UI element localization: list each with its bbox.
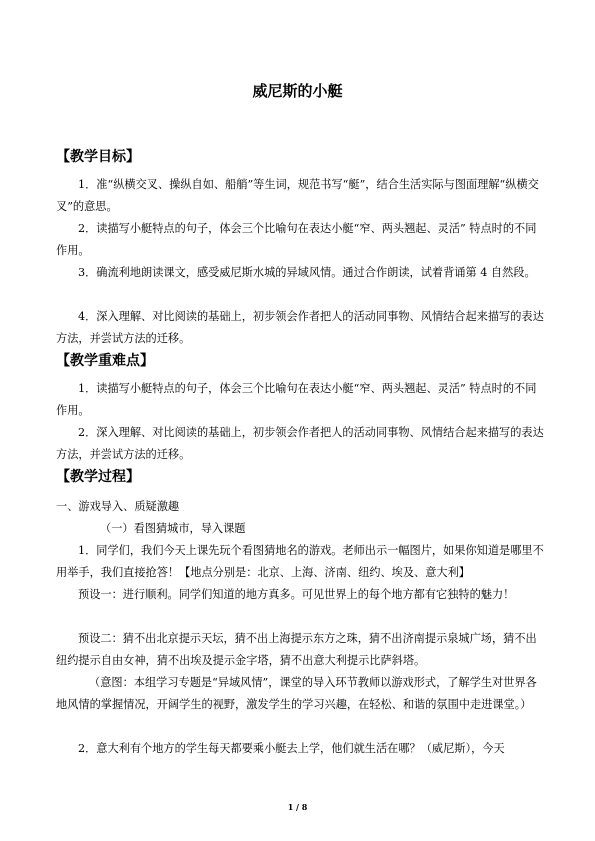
process-preset-1: 预设一：进行顺利。同学们知道的地方真多。可见世界上的每个地方都有它独特的魅力！ <box>78 588 515 601</box>
objective-item-4: 4．深入理解、对比阅读的基础上，初步领会作者把人的活动同事物、风情结合起来描写的表达方法，并尝试方法的迁移。 <box>56 310 544 345</box>
section-heading-key-points: 【教学重难点】 <box>56 353 154 369</box>
section-heading-objectives: 【教学目标】 <box>56 149 140 165</box>
section-heading-process: 【教学过程】 <box>56 469 140 485</box>
process-sub-1: （一）看图猜城市，导入课题 <box>100 522 246 535</box>
key-point-item-1: 1．读描写小艇特点的句子，体会三个比喻句在表达小艇“窄、两头翘起、灵活” 特点时的不同作用。 <box>56 382 537 417</box>
objective-item-2: 2．读描写小艇特点的句子，体会三个比喻句在表达小艇“窄、两头翘起、灵活” 特点时的不同作用。 <box>56 222 537 257</box>
process-intent-note: （意图：本组学习专题是“异域风情”，课堂的导入环节教师以游戏形式，了解学生对世界各地风情的掌握情况，开阔学生的视野，激发学生的学习兴趣，在轻松、和谐的氛围中走进课堂。） <box>56 676 537 711</box>
key-point-item-2: 2．深入理解、对比阅读的基础上，初步领会作者把人的活动同事物、风情结合起来描写的表达方法，并尝试方法的迁移。 <box>56 426 544 461</box>
process-part-1: 一、游戏导入、质疑激趣 <box>56 500 180 513</box>
document-title: 威尼斯的小艇 <box>252 82 343 100</box>
page-number: 1 / 8 <box>287 802 308 812</box>
objective-item-3: 3．确流利地朗读课文，感受威尼斯水城的异域风情。通过合作朗读，试着背诵第 4 自然段。 <box>78 266 536 279</box>
process-preset-2: 预设二：猜不出北京提示天坛，猜不出上海提示东方之珠，猜不出济南提示泉城广场，猜不出纽约提示自由女神，猜不出埃及提示金字塔，猜不出意大利提示比萨斜塔。 <box>56 632 537 667</box>
process-paragraph-2: 2．意大利有个地方的学生每天都要乘小艇去上学，他们就生活在哪？（威尼斯），今天 <box>78 742 505 755</box>
objective-item-1: 1．准“纵横交叉、操纵自如、船艄”等生词，规范书写“艇”，结合生活实际与图面理解“纵横交叉”的意思。 <box>56 178 539 213</box>
process-paragraph-1: 1．同学们，我们今天上课先玩个看图猜地名的游戏。老师出示一幅图片，如果你知道是哪里不用举手，我们直接抢答！【地点分别是：北京、上海、济南、纽约、埃及、意大利】 <box>56 544 544 579</box>
